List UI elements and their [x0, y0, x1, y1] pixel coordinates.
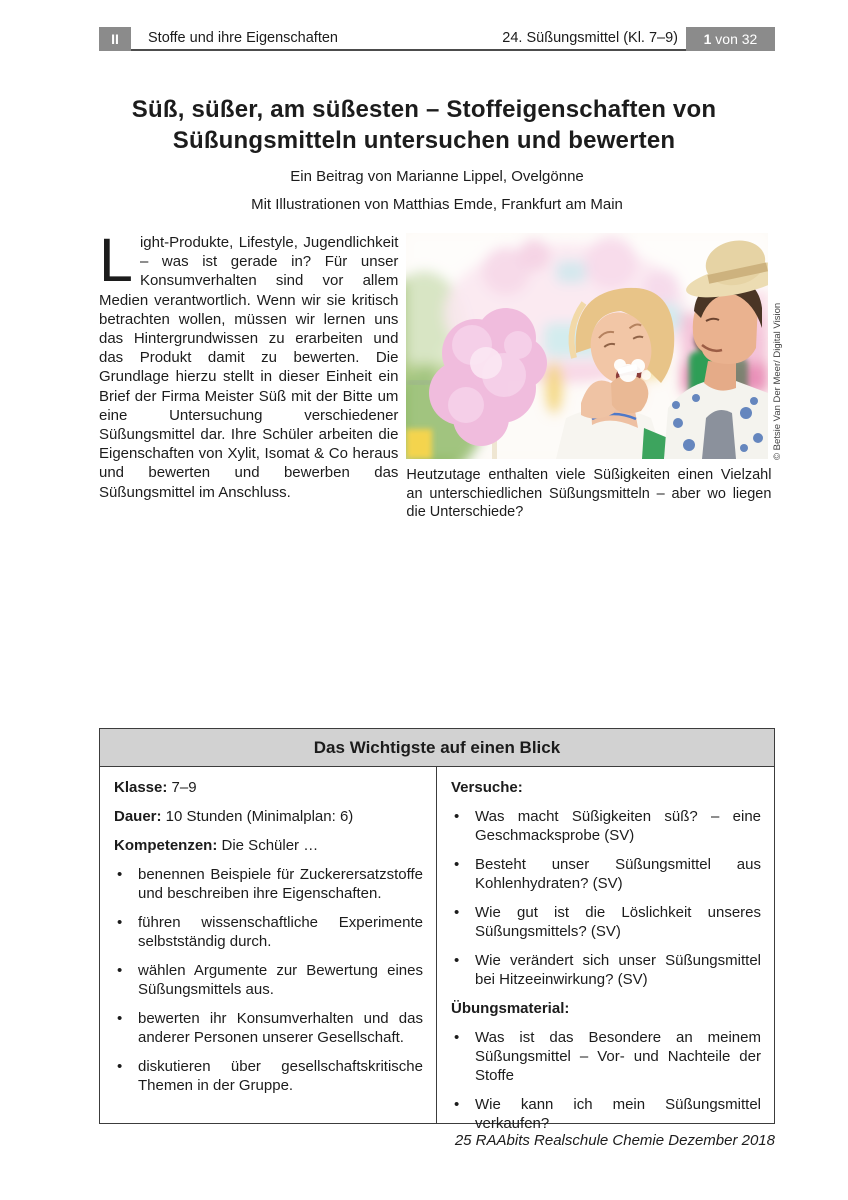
dropcap-letter: L: [99, 226, 133, 294]
kompetenzen-value: Die Schüler …: [217, 837, 319, 854]
cotton-candy-photo: [406, 233, 768, 459]
uebungsmaterial-list: [451, 1028, 761, 1133]
list-item: • Was macht Süßigkeiten süß? – eine Geschmacksprobe (SV): [451, 807, 761, 845]
klasse-value: 7–9: [167, 779, 197, 796]
author-byline: Ein Beitrag von Marianne Lippel, Ovelgönne: [290, 168, 584, 185]
list-item: • Wie verändert sich unser Süßungsmittel bei Hitzeeinwirkung? (SV): [451, 951, 761, 989]
list-item: • wählen Argumente zur Bewertung eines Süßungsmittels aus.: [114, 961, 423, 999]
kompetenzen-label: Kompetenzen:: [114, 837, 218, 854]
list-item: • Wie kann ich mein Süßungsmittel verkaufen?: [451, 1095, 761, 1133]
list-item: • benennen Beispiele für Zuckerersatzstoffe und beschreiben ihre Eigenschaften.: [114, 865, 423, 903]
page-title: [86, 94, 762, 156]
intro-section: [99, 226, 784, 522]
dauer-label: Dauer:: [114, 808, 162, 825]
page-header: [99, 27, 775, 51]
page-number: 1: [703, 31, 712, 47]
section-number-badge: [99, 27, 131, 51]
versuche-list: [451, 807, 761, 989]
section-number: II: [111, 31, 119, 47]
versuche-heading: Versuche:: [451, 779, 523, 796]
illustrator-byline: Mit Illustrationen von Matthias Emde, Frankfurt am Main: [251, 196, 623, 213]
dauer-line: [114, 807, 423, 826]
intro-text: ight-Produkte, Lifestyle, Jugendlichkeit – was ist gerade in? Für unser Konsumverhalten sind vor allem Medien verantwortlich. Wenn wir sie kritisch betrachten wollen, müssen wir lernen uns das Hintergrundwissen zu erarbeiten und das Produkt damit zu bewerten. Die Grundlage hierzu stellt in dieser Einheit ein Brief der Firma Meister Süß mit der Bitte um eine Untersuchung verschiedener Süßungsmittel dar. Ihre Schüler arbeiten die Eigenschaften von Xylit, Isomat & Co heraus und bewerten und bewerben das Süßungsmittel im Anschluss.: [99, 234, 399, 501]
overview-box-title: Das Wichtigste auf einen Blick: [100, 729, 774, 767]
page-of: von 32: [711, 31, 758, 47]
list-item: • Besteht unser Süßungsmittel aus Kohlenhydraten? (SV): [451, 855, 761, 893]
page-indicator-badge: [686, 27, 775, 51]
list-item: • bewerten ihr Konsumverhalten und das anderer Personen unserer Gesellschaft.: [114, 1009, 423, 1047]
photo-caption: Heutzutage enthalten viele Süßigkeiten einen Vielzahl an unterschiedlichen Süßungsmitteln – aber wo liegen die Unterschiede?: [406, 467, 772, 520]
photo-credit: © Betsie Van Der Meer/ Digital Vision: [772, 302, 784, 460]
kompetenzen-list: [114, 865, 423, 1095]
list-item: • führen wissenschaftliche Experimente selbstständig durch.: [114, 913, 423, 951]
klasse-line: [114, 778, 423, 797]
overview-right-column: [437, 767, 774, 1132]
uebungsmaterial-heading: Übungsmaterial:: [451, 1000, 570, 1017]
overview-box-body: [100, 767, 774, 1132]
list-item: • diskutieren über gesellschaftskritische Themen in der Gruppe.: [114, 1057, 423, 1095]
yellow-object: [406, 429, 432, 459]
figure: [406, 233, 784, 522]
intro-paragraph: [99, 226, 399, 522]
dauer-value: 10 Stunden (Minimalplan: 6): [161, 808, 354, 825]
page-title-line1: Süß, süßer, am süßesten – Stoffeigenschaften von: [131, 96, 717, 123]
list-item: • Wie gut ist die Löslichkeit unseres Süßungsmittels? (SV): [451, 903, 761, 941]
kompetenzen-line: [114, 836, 423, 855]
page-title-line2: Süßungsmitteln untersuchen und bewerten: [172, 127, 676, 154]
footer-imprint: 25 RAAbits Realschule Chemie Dezember 2018: [454, 1132, 775, 1149]
list-item: • Was ist das Besondere an meinem Süßungsmittel – Vor- und Nachteile der Stoffe: [451, 1028, 761, 1085]
photo-illustration: [406, 233, 768, 459]
unit-title: 24. Süßungsmittel (Kl. 7–9): [502, 30, 678, 46]
klasse-label: Klasse:: [114, 779, 168, 796]
overview-box: [99, 728, 775, 1132]
section-title: Stoffe und ihre Eigenschaften: [148, 30, 338, 46]
overview-left-column: [100, 767, 437, 1123]
